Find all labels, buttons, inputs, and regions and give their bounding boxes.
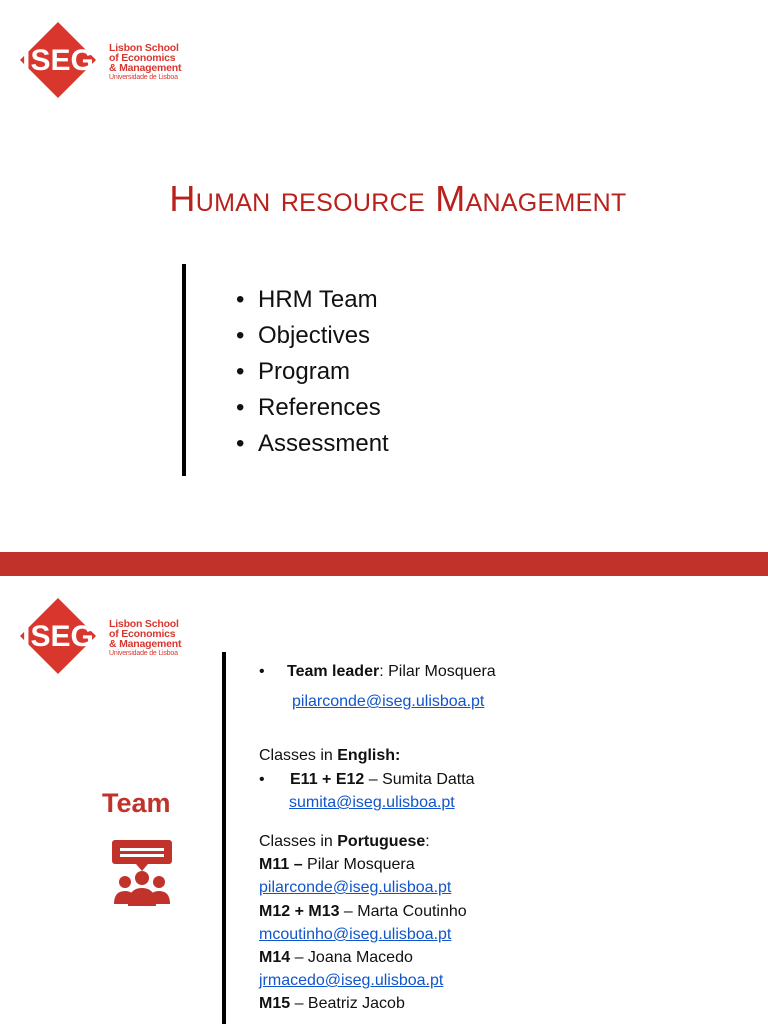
logo-line-3: & Management xyxy=(109,638,182,650)
english-heading: Classes in English: xyxy=(259,747,401,764)
logo-line-2: of Economics xyxy=(109,628,176,640)
svg-text:ISEG: ISEG xyxy=(22,620,94,653)
teacher-email-link[interactable]: pilarconde@iseg.ulisboa.pt xyxy=(259,879,452,896)
agenda-item: • Program xyxy=(236,358,351,385)
english-teacher: – Sumita Datta xyxy=(364,771,475,788)
slide-2 xyxy=(0,576,768,1024)
iseg-logo-mark xyxy=(14,596,104,676)
vertical-divider xyxy=(182,264,186,476)
agenda-list xyxy=(236,282,389,462)
logo-text xyxy=(109,619,181,658)
logo-text xyxy=(109,43,181,82)
section-title: Team xyxy=(102,788,171,818)
svg-text:ISEG: ISEG xyxy=(22,44,94,77)
class-entry: M14 – Joana Macedo xyxy=(259,949,413,966)
logo-line-2: of Economics xyxy=(109,52,176,64)
logo-subtitle: Universidade de Lisboa xyxy=(109,74,178,81)
agenda-item: • Objectives xyxy=(236,322,371,349)
team-leader-email-link[interactable]: pilarconde@iseg.ulisboa.pt xyxy=(292,693,485,710)
teacher-email-link[interactable]: jrmacedo@iseg.ulisboa.pt xyxy=(259,972,444,989)
team-leader-name: : Pilar Mosquera xyxy=(379,663,496,680)
team-leader-line: • Team leader: Pilar Mosquera xyxy=(259,663,496,680)
vertical-divider xyxy=(222,652,226,1024)
logo-line-1: Lisbon School xyxy=(109,618,179,630)
english-teacher-email-link[interactable]: sumita@iseg.ulisboa.pt xyxy=(289,794,455,811)
logo-line-3: & Management xyxy=(109,62,182,74)
teacher-email-link[interactable]: mcoutinho@iseg.ulisboa.pt xyxy=(259,926,452,943)
agenda-item: • Assessment xyxy=(236,430,389,457)
slide-separator xyxy=(0,552,768,576)
slide-title: Human resource Management xyxy=(169,178,627,219)
iseg-logo-mark xyxy=(14,20,104,100)
logo-subtitle: Universidade de Lisboa xyxy=(109,650,178,657)
portuguese-heading: Classes in Portuguese: xyxy=(259,833,430,850)
class-entry: M11 – Pilar Mosquera xyxy=(259,856,415,873)
english-classes: E11 + E12 xyxy=(290,771,365,788)
logo-line-1: Lisbon School xyxy=(109,42,179,54)
agenda-item: • References xyxy=(236,394,381,421)
english-class-line: • E11 + E12 – Sumita Datta xyxy=(259,771,475,788)
team-leader-label: Team leader xyxy=(287,663,380,680)
team-meeting-icon xyxy=(110,840,174,908)
agenda-item: • HRM Team xyxy=(236,286,378,313)
iseg-logo xyxy=(14,20,194,100)
class-entry: M12 + M13 – Marta Coutinho xyxy=(259,903,467,920)
class-entry: M15 – Beatriz Jacob xyxy=(259,995,405,1012)
iseg-logo xyxy=(14,596,194,676)
